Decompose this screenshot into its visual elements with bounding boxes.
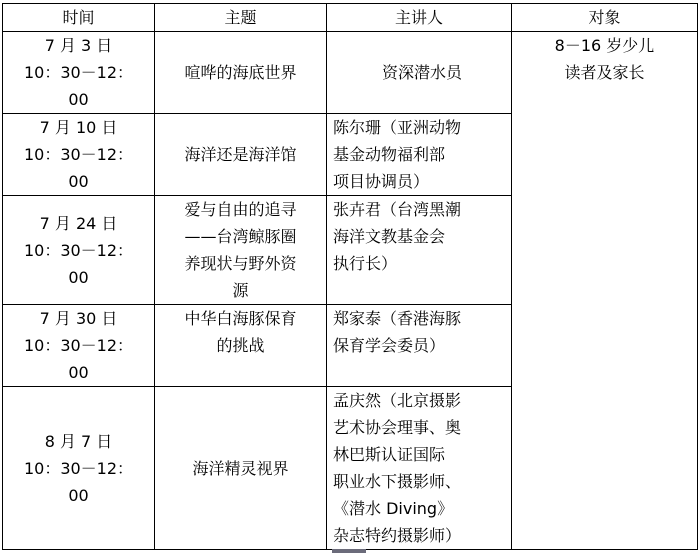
speaker-line: 孟庆然（北京摄影	[333, 391, 462, 410]
time-cell	[3, 32, 155, 114]
event-date: 8 月 7 日	[44, 431, 113, 451]
scroll-indicator	[332, 549, 366, 553]
header-time: 时间	[3, 4, 155, 32]
event-time-end: 00	[68, 485, 89, 505]
topic-cell	[155, 387, 327, 550]
speaker-line: 艺术协会理事、奥	[333, 418, 462, 437]
topic-line: 海洋还是海洋馆	[184, 145, 297, 164]
audience-cell	[512, 32, 698, 550]
event-time: 10：30－12：	[23, 240, 134, 260]
speaker-cell	[327, 305, 512, 387]
event-time-end: 00	[68, 267, 89, 287]
topic-cell	[155, 114, 327, 196]
event-date: 7 月 3 日	[44, 36, 113, 55]
event-time: 10：30－12：	[23, 145, 134, 164]
time-cell	[3, 196, 155, 305]
speaker-line: 职业水下摄影师、	[333, 472, 462, 491]
header-audience: 对象	[512, 4, 698, 32]
table-row	[3, 32, 698, 114]
event-time-end: 00	[68, 90, 89, 109]
topic-line: 中华白海豚保育	[184, 309, 297, 328]
speaker-line: 陈尔珊（亚洲动物	[333, 118, 462, 137]
time-cell	[3, 114, 155, 196]
speaker-line: 项目协调员）	[333, 172, 430, 191]
topic-cell	[155, 305, 327, 387]
topic-line: 的挑战	[216, 336, 265, 355]
topic-line: ——台湾鲸豚圈	[184, 227, 297, 246]
topic-line: 源	[232, 281, 249, 300]
audience-line: 读者及家长	[564, 63, 645, 82]
event-date: 7 月 24 日	[39, 213, 118, 233]
speaker-line: 保育学会委员）	[333, 336, 446, 355]
speaker-cell	[327, 387, 512, 550]
speaker-line: 基金动物福利部	[333, 145, 446, 164]
topic-cell	[155, 32, 327, 114]
event-time: 10：30－12：	[23, 458, 134, 478]
topic-line: 养现状与野外资	[184, 254, 297, 273]
topic-line: 喧哗的海底世界	[184, 63, 297, 82]
event-time: 10：30－12：	[23, 63, 134, 82]
speaker-line: 郑家泰（香港海豚	[333, 309, 462, 328]
speaker-line: 执行长）	[333, 254, 398, 273]
speaker-cell	[327, 196, 512, 305]
header-topic: 主题	[155, 4, 327, 32]
topic-line: 海洋精灵视界	[192, 458, 289, 478]
speaker-line: 张卉君（台湾黑潮	[333, 200, 462, 219]
speaker-line: 海洋文教基金会	[333, 227, 446, 246]
speaker-cell	[327, 114, 512, 196]
topic-cell	[155, 196, 327, 305]
event-date: 7 月 30 日	[39, 309, 118, 328]
time-cell	[3, 305, 155, 387]
audience-line: 8－16 岁少儿	[554, 36, 655, 55]
speaker-line: 林巴斯认证国际	[333, 445, 446, 464]
event-time-end: 00	[68, 363, 89, 382]
topic-line: 爱与自由的追寻	[184, 200, 297, 219]
speaker-line: 杂志特约摄影师）	[333, 526, 462, 545]
speaker-line: 资深潜水员	[381, 63, 462, 82]
event-time: 10：30－12：	[23, 336, 134, 355]
header-speaker: 主讲人	[327, 4, 512, 32]
speaker-line: 《潜水 Diving》	[333, 499, 454, 518]
event-date: 7 月 10 日	[39, 118, 118, 137]
table-header-row	[3, 4, 698, 32]
speaker-cell	[327, 32, 512, 114]
event-time-end: 00	[68, 172, 89, 191]
event-schedule-table	[2, 3, 698, 550]
time-cell	[3, 387, 155, 550]
